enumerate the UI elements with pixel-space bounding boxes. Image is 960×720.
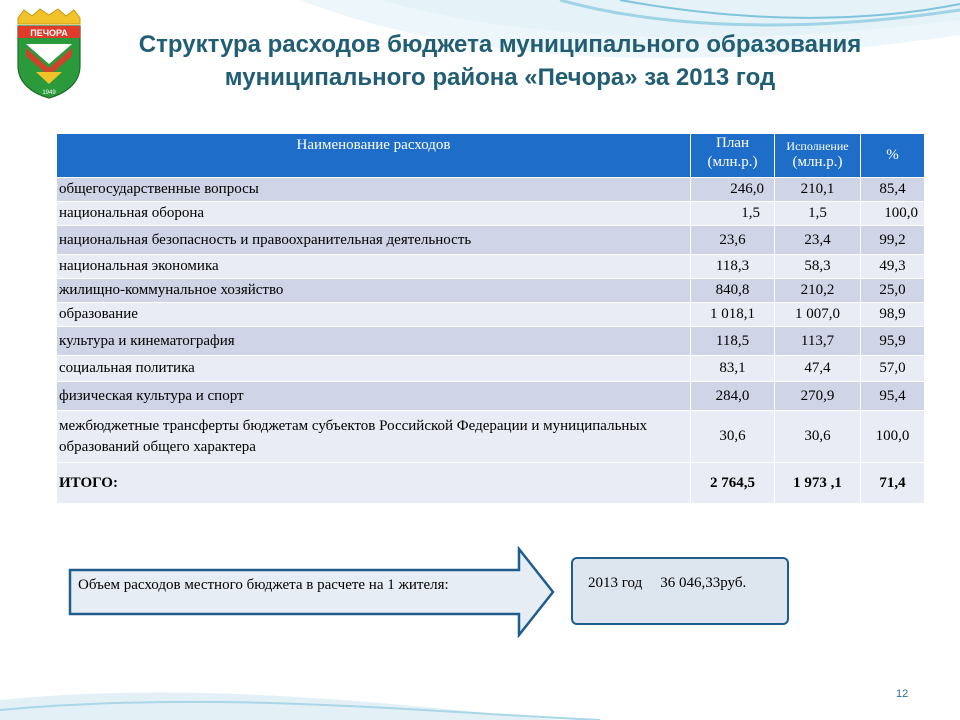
total-name: ИТОГО:	[57, 463, 691, 504]
row-exec: 1 007,0	[775, 303, 861, 327]
per-capita-year: 2013 год	[588, 575, 643, 591]
table-row	[57, 356, 925, 382]
row-exec: 270,9	[775, 382, 861, 411]
page-number: 12	[896, 688, 909, 700]
row-exec: 113,7	[775, 327, 861, 356]
row-exec: 210,2	[775, 279, 861, 303]
logo-text: ПЕЧОРА	[30, 28, 68, 38]
row-plan: 246,0	[691, 178, 775, 202]
table-row	[57, 178, 925, 202]
row-name: жилищно-коммунальное хозяйство	[57, 279, 691, 303]
table-row	[57, 303, 925, 327]
header-percent: %	[861, 134, 925, 178]
budget-table	[56, 133, 925, 504]
per-capita-value	[588, 575, 746, 592]
table-row	[57, 226, 925, 255]
table-header-row	[57, 134, 925, 178]
row-pct: 99,2	[861, 226, 925, 255]
row-pct: 85,4	[861, 178, 925, 202]
header-execution: Исполнение (млн.р.)	[775, 134, 861, 178]
table-row	[57, 202, 925, 226]
row-name: физическая культура и спорт	[57, 382, 691, 411]
row-exec: 47,4	[775, 356, 861, 382]
row-name: социальная политика	[57, 356, 691, 382]
row-plan: 1,5	[691, 202, 775, 226]
header-plan: План (млн.р.)	[691, 134, 775, 178]
row-plan: 23,6	[691, 226, 775, 255]
row-pct: 57,0	[861, 356, 925, 382]
row-plan: 1 018,1	[691, 303, 775, 327]
row-plan: 83,1	[691, 356, 775, 382]
row-exec: 1,5	[775, 202, 861, 226]
row-plan: 118,5	[691, 327, 775, 356]
row-pct: 100,0	[861, 202, 925, 226]
row-exec: 210,1	[775, 178, 861, 202]
row-plan: 284,0	[691, 382, 775, 411]
row-name: межбюджетные трансферты бюджетам субъектов Российской Федерации и муниципальных образований общего характера	[57, 411, 691, 463]
total-plan: 2 764,5	[691, 463, 775, 504]
row-pct: 95,4	[861, 382, 925, 411]
row-exec: 58,3	[775, 255, 861, 279]
table-row	[57, 255, 925, 279]
title-line-2: муниципального района «Печора» за 2013 год	[224, 64, 776, 91]
row-pct: 25,0	[861, 279, 925, 303]
row-exec: 23,4	[775, 226, 861, 255]
row-name: общегосударственные вопросы	[57, 178, 691, 202]
row-pct: 95,9	[861, 327, 925, 356]
per-capita-amount: 36 046,33руб.	[660, 575, 747, 591]
row-pct: 100,0	[861, 411, 925, 463]
title-line-1: Структура расходов бюджета муниципального образования	[138, 31, 862, 58]
row-plan: 840,8	[691, 279, 775, 303]
row-plan: 118,3	[691, 255, 775, 279]
row-plan: 30,6	[691, 411, 775, 463]
logo-year: 1949	[42, 90, 56, 96]
table-row	[57, 411, 925, 463]
row-pct: 98,9	[861, 303, 925, 327]
table-total-row	[57, 463, 925, 504]
row-name: национальная оборона	[57, 202, 691, 226]
row-exec: 30,6	[775, 411, 861, 463]
pechora-coat-of-arms	[14, 8, 84, 100]
table-row	[57, 327, 925, 356]
table-row	[57, 279, 925, 303]
row-name: культура и кинематография	[57, 327, 691, 356]
total-pct: 71,4	[861, 463, 925, 504]
row-pct: 49,3	[861, 255, 925, 279]
row-name: национальная экономика	[57, 255, 691, 279]
table-row	[57, 382, 925, 411]
row-name: образование	[57, 303, 691, 327]
total-exec: 1 973 ,1	[775, 463, 861, 504]
per-capita-label: Объем расходов местного бюджета в расчете на 1 жителя:	[78, 577, 449, 593]
header-name: Наименование расходов	[57, 134, 691, 178]
row-name: национальная безопасность и правоохранительная деятельность	[57, 226, 691, 255]
slide-title	[90, 28, 910, 94]
